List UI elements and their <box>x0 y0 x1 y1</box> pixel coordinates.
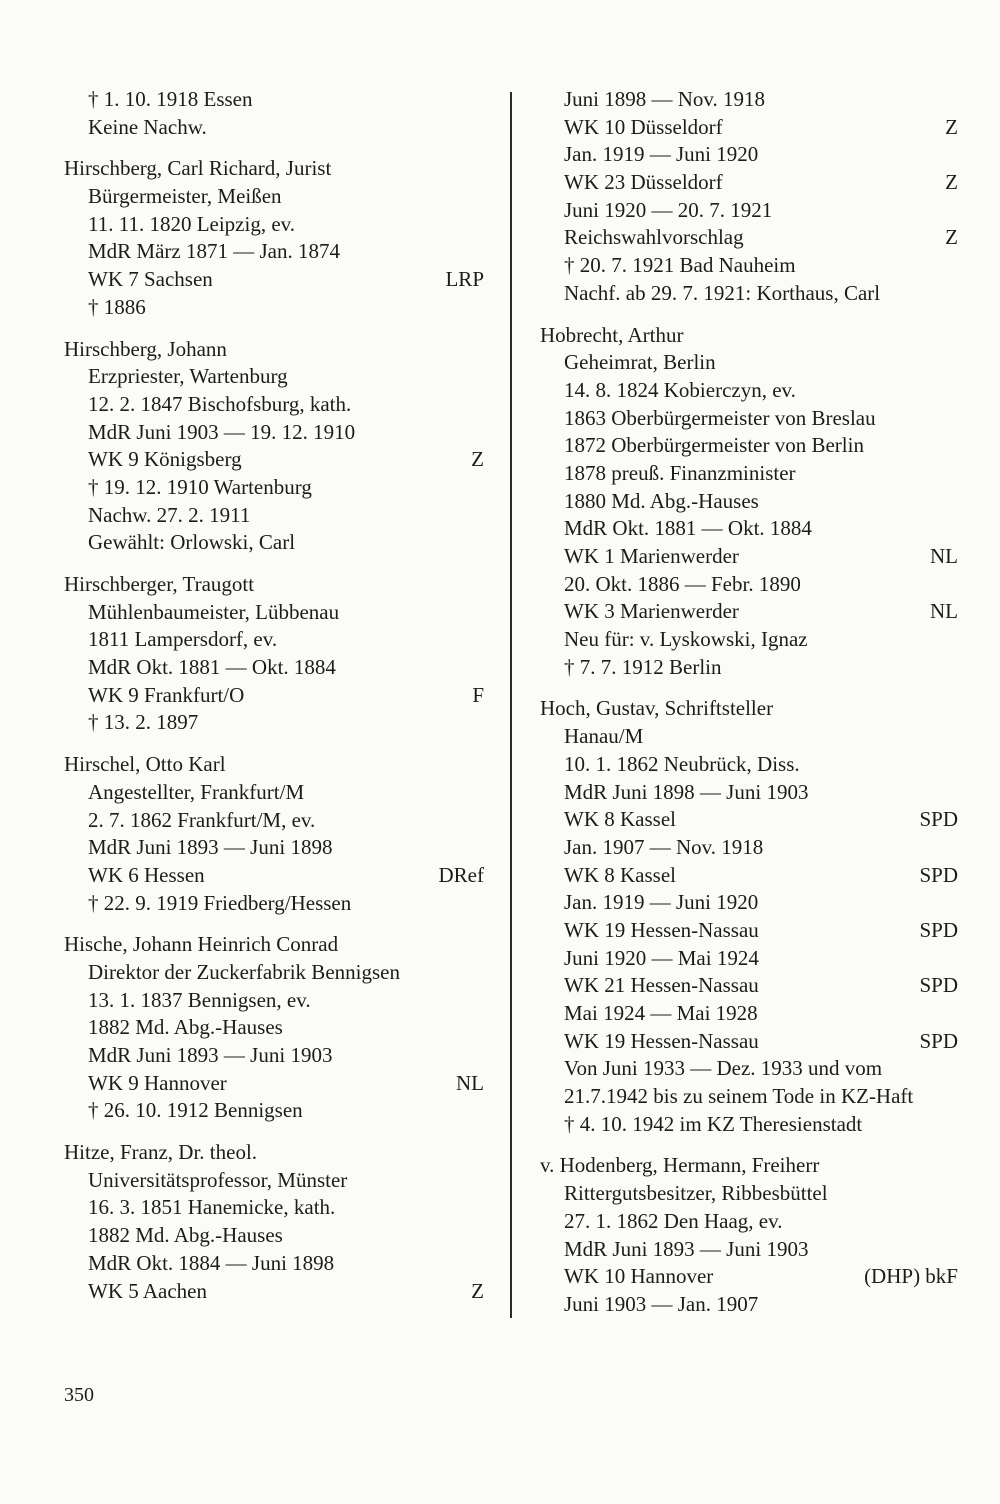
entry-line <box>540 862 958 890</box>
entry-line-text: WK 7 Sachsen <box>88 267 213 292</box>
entry-line-text: 1863 Oberbürgermeister von Breslau <box>564 405 876 430</box>
entry-line <box>540 1236 958 1264</box>
column-divider <box>510 92 512 1318</box>
entry-line-text: MdR Juni 1893 — Juni 1903 <box>88 1043 333 1067</box>
entry-line <box>64 294 484 322</box>
entry-line <box>540 1291 958 1319</box>
party-label: DRef <box>438 862 484 887</box>
entry-line-text: Keine Nachw. <box>88 114 207 139</box>
entry-gap <box>64 917 484 931</box>
party-label: F <box>472 682 484 707</box>
entry-line-text: 21.7.1942 bis zu seinem Tode in KZ-Haft <box>564 1084 914 1109</box>
entry-line <box>540 377 958 405</box>
entry-line-text: Reichswahlvorschlag <box>564 225 744 250</box>
entry-line <box>540 405 958 433</box>
entry-line-text: 1880 Md. Abg.-Hauses <box>564 488 759 513</box>
entry-line-text: Neu für: v. Lyskowski, Ignaz <box>564 627 808 652</box>
entry-line <box>64 529 484 557</box>
party-label: Z <box>945 170 958 195</box>
party-label: (DHP) bkF <box>864 1264 958 1289</box>
entry-line-text: WK 10 Düsseldorf <box>564 114 723 139</box>
entry-line <box>64 599 484 627</box>
entry-line <box>64 86 484 114</box>
entry-name <box>540 695 958 723</box>
entry-name <box>540 322 958 350</box>
entry-name-text: Hoch, Gustav, Schriftsteller <box>540 696 774 721</box>
party-label: SPD <box>919 807 958 832</box>
entry-line <box>64 114 484 142</box>
entry-line-text: † 1886 <box>88 294 146 319</box>
entry-line-text: † 19. 12. 1910 Wartenburg <box>88 474 312 499</box>
entry-line-text: Juni 1920 — Mai 1924 <box>564 945 759 970</box>
entry-line-text: Direktor der Zuckerfabrik Bennigsen <box>88 959 400 984</box>
entry-line <box>64 1194 484 1222</box>
entry-line-text: Rittergutsbesitzer, Ribbesbüttel <box>564 1181 828 1206</box>
entry-line <box>540 1055 958 1083</box>
biography-entry <box>540 322 958 682</box>
entry-line <box>540 114 958 142</box>
entry-line <box>64 1167 484 1195</box>
entry-line <box>540 1000 958 1028</box>
entry-line <box>540 917 958 945</box>
entry-line-text: Bürgermeister, Meißen <box>88 184 282 209</box>
entry-line-text: MdR Juni 1893 — Juni 1898 <box>88 835 333 860</box>
entry-line <box>540 779 958 807</box>
entry-line <box>64 1014 484 1042</box>
entry-line-text: 20. Okt. 1886 — Febr. 1890 <box>564 571 801 596</box>
entry-line-text: WK 3 Marienwerder <box>564 599 739 624</box>
entry-line-text: Nachw. 27. 2. 1911 <box>88 502 251 527</box>
entry-line <box>64 238 484 266</box>
entry-line <box>540 224 958 252</box>
entry-line <box>540 889 958 917</box>
entry-line <box>540 1263 958 1291</box>
entry-name-text: Hirschberger, Traugott <box>64 572 255 596</box>
entry-line <box>540 598 958 626</box>
entry-gap <box>540 681 958 695</box>
entry-line-text: WK 23 Düsseldorf <box>564 170 723 195</box>
party-label: Z <box>471 447 484 472</box>
party-label: NL <box>456 1070 484 1095</box>
entry-name-text: Hirschberg, Carl Richard, Jurist <box>64 156 332 181</box>
entry-line <box>64 682 484 710</box>
entry-line-text: Jan. 1907 — Nov. 1918 <box>564 834 764 859</box>
entry-line-text: 1811 Lampersdorf, ev. <box>88 627 278 652</box>
entry-line <box>540 349 958 377</box>
entry-line <box>64 779 484 807</box>
entry-line-text: MdR Okt. 1881 — Okt. 1884 <box>88 655 336 680</box>
entry-line <box>540 751 958 779</box>
entry-line-text: Mai 1924 — Mai 1928 <box>564 1001 758 1025</box>
entry-line <box>540 1111 958 1139</box>
entry-line-text: MdR Okt. 1884 — Juni 1898 <box>88 1250 335 1275</box>
entry-line <box>540 280 958 308</box>
entry-line-text: MdR Okt. 1881 — Okt. 1884 <box>564 516 812 541</box>
entry-line <box>64 890 484 918</box>
entry-line-text: MdR Juni 1898 — Juni 1903 <box>564 779 809 804</box>
entry-line <box>64 834 484 862</box>
party-label: NL <box>930 544 958 568</box>
entry-line-text: Angestellter, Frankfurt/M <box>88 779 305 804</box>
biography-entry <box>540 86 958 308</box>
entry-line-text: Gewählt: Orlowski, Carl <box>88 530 296 555</box>
entry-line-text: Jan. 1919 — Juni 1920 <box>564 890 759 915</box>
entry-line <box>64 709 484 737</box>
biography-entry <box>64 1139 484 1305</box>
entry-line <box>540 1208 958 1236</box>
biography-entry <box>64 751 484 917</box>
entry-gap <box>64 557 484 571</box>
entry-line-text: WK 1 Marienwerder <box>564 544 739 568</box>
entry-line-text: Juni 1920 — 20. 7. 1921 <box>564 197 773 222</box>
entry-line <box>64 363 484 391</box>
entry-name <box>540 1152 958 1180</box>
entry-line-text: MdR März 1871 — Jan. 1874 <box>88 239 340 264</box>
entry-line <box>540 515 958 543</box>
entry-line <box>540 141 958 169</box>
entry-line-text: WK 8 Kassel <box>564 862 676 887</box>
party-label: SPD <box>919 862 958 887</box>
entry-line-text: 1882 Md. Abg.-Hauses <box>88 1015 283 1040</box>
entry-line-text: Universitätsprofessor, Münster <box>88 1167 348 1192</box>
entry-line <box>64 211 484 239</box>
entry-line <box>540 834 958 862</box>
entry-line-text: MdR Juni 1893 — Juni 1903 <box>564 1236 809 1261</box>
biography-entry <box>540 1152 958 1318</box>
left-column <box>64 86 484 1305</box>
entry-gap <box>64 141 484 155</box>
entry-name <box>64 336 484 364</box>
entry-name-text: Hirschel, Otto Karl <box>64 752 226 777</box>
entry-line-text: † 26. 10. 1912 Bennigsen <box>88 1098 303 1123</box>
entry-line <box>540 252 958 280</box>
entry-line <box>540 460 958 488</box>
entry-line <box>64 391 484 419</box>
biography-entry <box>64 336 484 558</box>
entry-line <box>540 197 958 225</box>
entry-name-text: Hobrecht, Arthur <box>540 322 684 347</box>
entry-name-text: Hische, Johann Heinrich Conrad <box>64 932 339 957</box>
entry-line-text: Von Juni 1933 — Dez. 1933 und vom <box>564 1056 883 1081</box>
entry-line-text: 27. 1. 1862 Den Haag, ev. <box>564 1208 783 1233</box>
entry-line <box>540 432 958 460</box>
party-label: Z <box>471 1278 484 1303</box>
entry-line-text: WK 10 Hannover <box>564 1264 714 1289</box>
entry-line <box>64 183 484 211</box>
entry-line-text: † 20. 7. 1921 Bad Nauheim <box>564 253 796 278</box>
page-number: 350 <box>64 1384 94 1406</box>
biography-entry <box>64 86 484 141</box>
entry-line-text: WK 8 Kassel <box>564 807 676 832</box>
entry-line <box>540 1028 958 1056</box>
party-label: NL <box>930 599 958 624</box>
entry-line-text: WK 6 Hessen <box>88 862 205 887</box>
entry-line-text: † 22. 9. 1919 Friedberg/Hessen <box>88 890 352 915</box>
entry-line-text: 2. 7. 1862 Frankfurt/M, ev. <box>88 807 316 832</box>
entry-line <box>540 723 958 751</box>
entry-line <box>64 474 484 502</box>
entry-line-text: 10. 1. 1862 Neubrück, Diss. <box>564 751 800 776</box>
entry-gap <box>64 322 484 336</box>
entry-line-text: 1882 Md. Abg.-Hauses <box>88 1223 283 1248</box>
entry-line <box>64 626 484 654</box>
entry-line-text: 13. 1. 1837 Bennigsen, ev. <box>88 987 311 1012</box>
entry-line <box>64 1070 484 1098</box>
entry-line <box>64 654 484 682</box>
entry-line-text: Geheimrat, Berlin <box>564 350 716 375</box>
biography-entry <box>64 571 484 737</box>
entry-name <box>64 1139 484 1167</box>
entry-line-text: † 7. 7. 1912 Berlin <box>564 654 722 679</box>
entry-line <box>540 571 958 599</box>
entry-line <box>64 1222 484 1250</box>
entry-gap <box>540 1138 958 1152</box>
entry-line <box>64 1097 484 1125</box>
entry-line-text: Hanau/M <box>564 724 644 749</box>
entry-line <box>64 446 484 474</box>
party-label: Z <box>945 225 958 250</box>
party-label: SPD <box>919 973 958 998</box>
entry-line <box>64 419 484 447</box>
entry-line-text: 12. 2. 1847 Bischofsburg, kath. <box>88 391 352 416</box>
entry-line-text: WK 9 Frankfurt/O <box>88 682 245 707</box>
entry-line-text: Juni 1898 — Nov. 1918 <box>564 87 766 111</box>
entry-line <box>540 1083 958 1111</box>
entry-line-text: WK 21 Hessen-Nassau <box>564 973 759 998</box>
entry-line-text: † 1. 10. 1918 Essen <box>88 87 253 111</box>
entry-line <box>540 169 958 197</box>
entry-line <box>64 1278 484 1306</box>
entry-line <box>64 862 484 890</box>
entry-line-text: † 13. 2. 1897 <box>88 710 199 735</box>
entry-line-text: WK 5 Aachen <box>88 1278 207 1303</box>
entry-line-text: WK 19 Hessen-Nassau <box>564 1028 759 1053</box>
entry-name <box>64 155 484 183</box>
entry-line-text: 1872 Oberbürgermeister von Berlin <box>564 433 864 458</box>
entry-line <box>540 1180 958 1208</box>
entry-line-text: Mühlenbaumeister, Lübbenau <box>88 599 340 624</box>
entry-line-text: Jan. 1919 — Juni 1920 <box>564 142 759 167</box>
entry-line <box>540 654 958 682</box>
entry-line-text: WK 19 Hessen-Nassau <box>564 917 759 942</box>
entry-gap <box>64 1125 484 1139</box>
entry-name <box>64 751 484 779</box>
entry-line <box>540 543 958 571</box>
party-label: SPD <box>919 917 958 942</box>
entry-line-text: MdR Juni 1903 — 19. 12. 1910 <box>88 419 356 444</box>
entry-line <box>64 1250 484 1278</box>
entry-gap <box>64 737 484 751</box>
entry-line-text: 14. 8. 1824 Kobierczyn, ev. <box>564 377 796 402</box>
entry-line <box>64 959 484 987</box>
entry-line <box>64 266 484 294</box>
entry-line-text: 16. 3. 1851 Hanemicke, kath. <box>88 1195 336 1220</box>
entry-line-text: 1878 preuß. Finanzminister <box>564 460 796 485</box>
biography-entry <box>64 931 484 1125</box>
entry-name-text: Hirschberg, Johann <box>64 336 227 361</box>
entry-name-text: Hitze, Franz, Dr. theol. <box>64 1140 258 1165</box>
entry-name-text: v. Hodenberg, Hermann, Freiherr <box>540 1153 820 1178</box>
party-label: Z <box>945 114 958 139</box>
entry-line <box>540 972 958 1000</box>
entry-line-text: Nachf. ab 29. 7. 1921: Korthaus, Carl <box>564 280 881 305</box>
entry-gap <box>540 308 958 322</box>
entry-line <box>540 86 958 114</box>
entry-line <box>540 626 958 654</box>
entry-line-text: WK 9 Hannover <box>88 1070 227 1095</box>
entry-line <box>64 987 484 1015</box>
biography-entry <box>540 695 958 1138</box>
entry-line <box>540 945 958 973</box>
right-column <box>540 86 958 1319</box>
entry-line-text: † 4. 10. 1942 im KZ Theresienstadt <box>564 1111 863 1136</box>
entry-line <box>64 807 484 835</box>
entry-line-text: Erzpriester, Wartenburg <box>88 364 288 389</box>
entry-line <box>64 1042 484 1070</box>
party-label: LRP <box>445 267 484 292</box>
entry-name <box>64 571 484 599</box>
party-label: SPD <box>919 1028 958 1053</box>
entry-name <box>64 931 484 959</box>
entry-line <box>540 488 958 516</box>
entry-line <box>64 502 484 530</box>
biography-entry <box>64 155 484 321</box>
entry-line <box>540 806 958 834</box>
entry-line-text: WK 9 Königsberg <box>88 447 242 472</box>
entry-line-text: Juni 1903 — Jan. 1907 <box>564 1291 759 1316</box>
entry-line-text: 11. 11. 1820 Leipzig, ev. <box>88 211 296 236</box>
